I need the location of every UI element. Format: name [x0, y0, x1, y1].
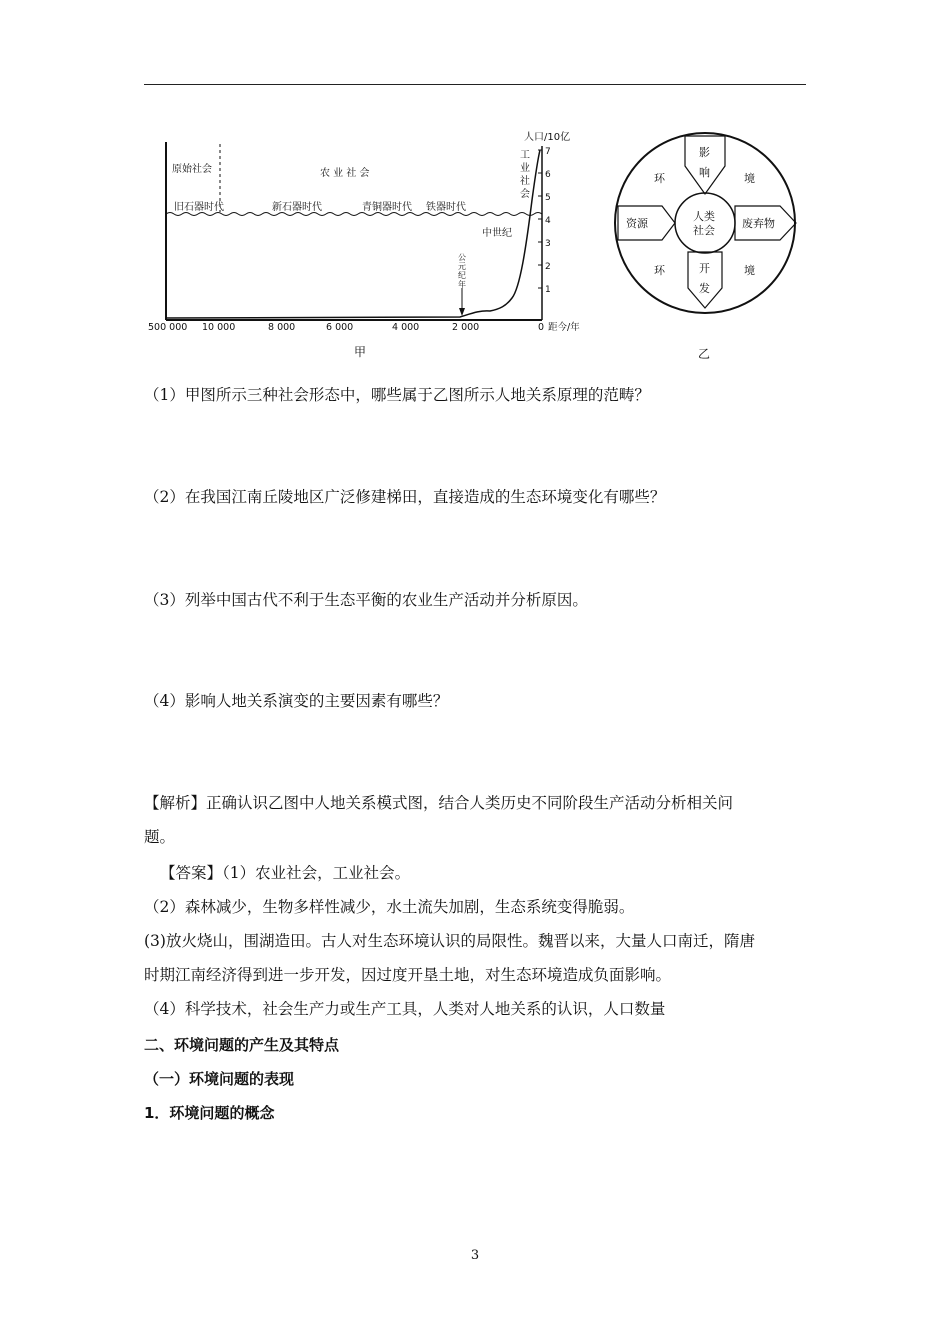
- caption-yi: 乙: [698, 347, 711, 361]
- x-tick-8000: 8 000: [268, 322, 296, 333]
- y-axis-label: 人口/10亿: [524, 132, 571, 143]
- y-tick-4: 4: [545, 216, 551, 226]
- society-industrial-4: 会: [520, 189, 530, 200]
- figure-panel: [140, 128, 820, 368]
- society-industrial-2: 业: [520, 163, 530, 174]
- question-3: （3）列举中国古代不利于生态平衡的农业生产活动并分析原因。: [144, 591, 588, 609]
- society-industrial-3: 社: [520, 176, 530, 187]
- figure-yi: [615, 133, 796, 361]
- heading-subsection-1: （一）环境问题的表现: [144, 1070, 295, 1088]
- answer-3-line-2: 时期江南经济得到进一步开发，因过度开垦土地，对生态环境造成负面影响。: [144, 966, 672, 984]
- analysis-line-1: 【解析】正确认识乙图中人地关系模式图，结合人类历史不同阶段生产活动分析相关问: [144, 794, 734, 812]
- x-tick-10000: 10 000: [202, 322, 236, 333]
- yi-left: 资源: [626, 217, 648, 230]
- y-tick-7: 7: [545, 147, 551, 157]
- question-4: （4）影响人地关系演变的主要因素有哪些？: [144, 692, 449, 710]
- era-iron: 铁器时代: [426, 202, 466, 213]
- yi-center-2: 社会: [693, 224, 715, 237]
- society-agri: 农 业 社 会: [320, 168, 370, 179]
- yi-top-1: 影: [699, 146, 710, 159]
- ad-mark-2: 元: [458, 262, 466, 271]
- answer-3-line-1: (3)放火烧山，围湖造田。古人对生态环境认识的局限性。魏晋以来，大量人口南迁，隋唐: [144, 932, 755, 950]
- question-1: （1）甲图所示三种社会形态中，哪些属于乙图所示人地关系原理的范畴？: [144, 386, 650, 404]
- yi-env-tl: 环: [654, 172, 665, 185]
- yi-bottom-2: 发: [699, 282, 710, 295]
- header-rule: [144, 84, 806, 85]
- y-tick-1: 1: [545, 285, 551, 295]
- era-paleolithic: 旧石器时代: [174, 202, 224, 213]
- x-tick-0: 0: [538, 322, 545, 333]
- yi-env-tr: 境: [744, 172, 755, 185]
- page-number: 3: [470, 1248, 480, 1263]
- yi-right: 废弃物: [742, 217, 775, 230]
- ad-mark-1: 公: [458, 253, 466, 262]
- x-tick-6000: 6 000: [326, 322, 354, 333]
- x-tick-500000: 500 000: [148, 322, 188, 333]
- era-neolithic: 新石器时代: [272, 202, 322, 213]
- society-industrial-1: 工: [520, 150, 530, 161]
- question-2: （2）在我国江南丘陵地区广泛修建梯田，直接造成的生态环境变化有哪些？: [144, 488, 666, 506]
- y-tick-2: 2: [545, 262, 551, 272]
- yi-env-bl: 环: [654, 264, 665, 277]
- era-medieval: 中世纪: [482, 228, 512, 239]
- arrow-develop: [688, 252, 722, 308]
- x-tick-2000: 2 000: [452, 322, 480, 333]
- yi-top-2: 响: [699, 166, 710, 179]
- era-bronze: 青铜器时代: [362, 202, 412, 213]
- analysis-line-2: 题。: [144, 828, 176, 846]
- answer-2: （2）森林减少，生物多样性减少，水土流失加剧，生态系统变得脆弱。: [144, 898, 635, 916]
- x-tick-4000: 4 000: [392, 322, 420, 333]
- heading-section-2: 二、环境问题的产生及其特点: [144, 1036, 340, 1054]
- y-tick-6: 6: [545, 170, 551, 180]
- ad-mark-4: 年: [458, 280, 466, 289]
- arrow-influence: [685, 136, 725, 194]
- figure-jia: [148, 130, 580, 359]
- yi-center-1: 人类: [693, 210, 715, 223]
- y-tick-5: 5: [545, 193, 551, 203]
- society-primitive: 原始社会: [172, 164, 212, 175]
- heading-concept: 1．环境问题的概念: [144, 1104, 275, 1122]
- yi-env-br: 境: [744, 264, 755, 277]
- answer-4: （4）科学技术，社会生产力或生产工具，人类对人地关系的认识，人口数量: [144, 1000, 666, 1018]
- yi-bottom-1: 开: [699, 262, 710, 275]
- answer-1: 【答案】（1）农业社会，工业社会。: [160, 864, 411, 882]
- x-axis-label: 距今/年: [548, 322, 580, 333]
- caption-jia: 甲: [354, 345, 367, 359]
- y-tick-3: 3: [545, 239, 551, 249]
- ad-mark-3: 纪: [458, 271, 466, 280]
